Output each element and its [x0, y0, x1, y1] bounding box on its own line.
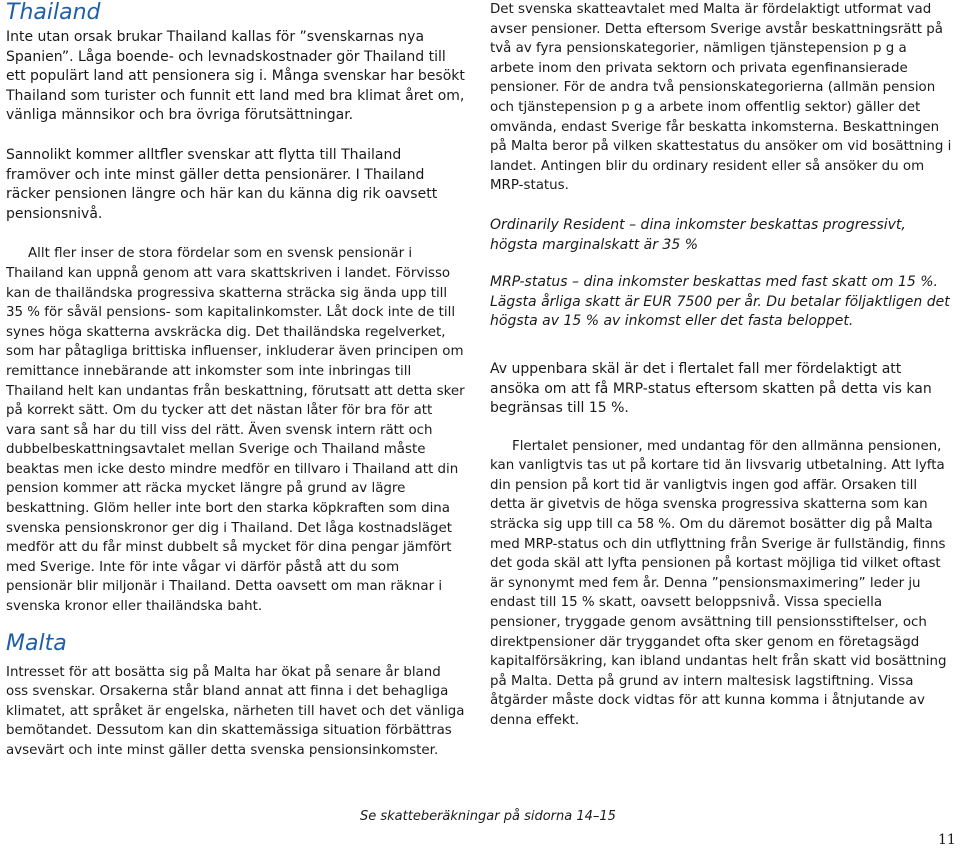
malta-intro-paragraph: Intresset för att bosätta sig på Malta har ökat på senare år bland oss svenskar. Orsakerna står bland annat att finna i det behagliga klimatet, att språket är engelska, närheten till havet och det vänliga bemötandet. Dessutom kan din skattemässiga situation förbättras avsevärt och inte minst gäller detta svenska pensionsinkomster. — [6, 664, 465, 758]
thailand-paragraph-3: Allt fler inser de stora fördelar som en svensk pensionär i Thailand kan uppnå genom att vara skattskriven i landet. Förvisso kan de thailändska progressiva skatterna sträcka sig ända upp till 35 % för såväl pensions- som kapitalinkomster. Låt dock inte de till synes höga skatterna avskräcka dig. Det thailändska regelverket, som har påtagliga brittiska influenser, inkluderar även principen om remittance innebärande att inkomster som inte inbringas till Thailand helt kan undantas från beskattning, förutsatt att detta sker på korrekt sätt. Om du tycker att det nästan låter för bra för att vara sant så har du till viss del rätt. Även svensk intern rätt och dubbelbeskattningsavtalet mellan Sverige och Thailand måste beaktas men icke desto mindre medför en tillvaro i Thailand att din pension kommer att räcka mycket längre på grund av lägre beskattning. Glöm heller inte bort den starka köpkraften som dina svenska pensionskronor ger dig i Thailand. Det låga kostnadsläget medför att du får minst dubbelt så mycket för dina pengar jämfört med Sverige. Inte för inte vågar vi därför påstå att du som pensionär blir miljonär i Thailand. Detta oavsett om man räknar i svenska kronor eller thailändska baht. — [6, 246, 465, 615]
calculation-reference-note: Se skatteberäkningar på sidorna 14–15 — [360, 809, 616, 824]
thailand-heading: Thailand — [6, 0, 101, 25]
ordinary-resident-note: Ordinarily Resident – dina inkomster beskattas progressivt, högsta marginalskatt är 35 % — [490, 216, 906, 253]
mrp-status-note: MRP-status – dina inkomster beskattas med fast skatt om 15 %. Lägsta årliga skatt är EUR 7500 per år. Du betalar följaktligen det högsta av 15 % av inkomst eller det fasta beloppet. — [490, 274, 950, 330]
malta-tax-treaty-paragraph: Det svenska skatteavtalet med Malta är fördelaktigt utformat vad avser pensioner. Detta eftersom Sverige avstår beskattningsrätt på två av fyra pensionskategorier, nämligen tjänstepension p g a arbete inom den privata sektorn och privata egenfinansierade pensioner. För de andra två pensionskategorierna (allmän pension och tjänstepension p g a arbete inom offentlig sektor) gäller det omvända, endast Sverige får beskatta inkomsterna. Beskattningen på Malta beror på vilken skattestatus du ansöker om vid bosättning i landet. Antingen blir du ordinary resident eller så ansöker du om MRP-status. — [490, 2, 952, 194]
page-number: 11 — [938, 832, 956, 848]
left-column — [6, 0, 466, 761]
mrp-advantage-paragraph: Av uppenbara skäl är det i flertalet fall mer fördelaktigt att ansöka om att få MRP-status eftersom skatten på detta vis kan begränsas till 15 %. — [490, 360, 932, 417]
right-column — [490, 0, 952, 731]
malta-heading: Malta — [6, 630, 67, 656]
pension-withdrawal-paragraph: Flertalet pensioner, med undantag för den allmänna pensionen, kan vanligtvis tas ut på kortare tid än livsvarig utbetalning. Att lyfta din pension på kort tid är vanligtvis ingen god affär. Orsaken till detta är givetvis de höga svenska progressiva skatterna som kan sträcka sig upp till ca 58 %. Om du däremot bosätter dig på Malta med MRP-status och din utflyttning från Sverige är fullständig, finns det goda skäl att lyfta pensionen på kortast möjliga tid vilket oftast är synonymt med fem år. Denna ”pensionsmaximering” leder ju endast till 15 % skatt, oavsett beloppsnivå. Vissa speciella pensioner, tryggade genom avsättning till pensionsstiftelser, och direktpensioner där tryggandet ofta sker genom en företagsägd kapitalförsäkring, kan ibland undantas helt från skatt vid bosättning på Malta. Detta på grund av intern maltesisk lagstiftning. Vissa åtgärder måste dock vidtas för att kunna komma i åtnjutande av denna effekt. — [490, 438, 947, 728]
thailand-intro-paragraph: Inte utan orsak brukar Thailand kallas för ”svenskarnas nya Spanien”. Låga boende- och levnadskostnader gör Thailand till ett populärt land att pensionera sig i. Många svenskar har besökt Thailand som turister och funnit ett land med bra klimat året om, vänliga männsikor och bra övriga förutsättningar. — [6, 29, 465, 124]
thailand-paragraph-2: Sannolikt kommer alltfler svenskar att flytta till Thailand framöver och inte minst gäller detta pensionärer. I Thailand räcker pensionen längre och här kan du känna dig rik oavsett pensionsnivå. — [6, 146, 438, 222]
